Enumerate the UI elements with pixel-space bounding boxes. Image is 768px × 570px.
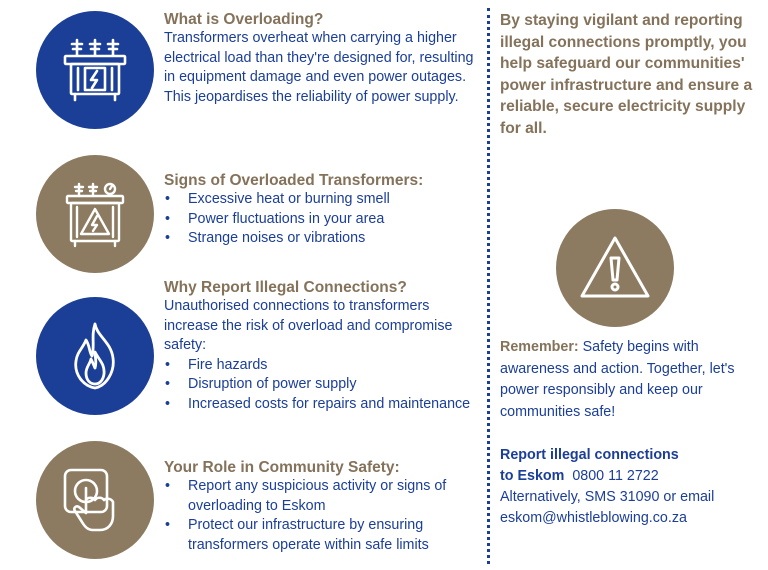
- section-title: What is Overloading?: [164, 11, 324, 28]
- report-heading: Report illegal connections: [500, 447, 679, 463]
- warning-icon-circle: [556, 209, 674, 327]
- list-item: • Disruption of power supply: [164, 375, 482, 395]
- section-signs-of-overload: [164, 171, 482, 249]
- report-email: eskom@whistleblowing.co.za: [500, 510, 687, 526]
- remember-text: Safety begins with awareness and action. Together, let's power responsibly and keep our communities safe!: [500, 339, 735, 420]
- vigilance-quote: By staying vigilant and reporting illegal connections promptly, you help safeguard our communities' power infrastructure and ensure a reliable, secure electricity supply for all.: [500, 12, 753, 137]
- list-item: • Fire hazards: [164, 356, 482, 376]
- list-item: • Excessive heat or burning smell: [164, 190, 482, 210]
- section-why-report: [164, 278, 482, 414]
- list-item: • Protect our infrastructure by ensuring transformers operate within safe limits: [164, 516, 482, 555]
- warning-icon: [575, 228, 655, 308]
- report-heading-eskom: to Eskom: [500, 468, 565, 484]
- overloaded-transformer-icon: [55, 174, 135, 254]
- list-item: • Power fluctuations in your area: [164, 210, 482, 230]
- section-body: Unauthorised connections to transformers increase the risk of overload and compromise safety:: [164, 298, 453, 353]
- signs-list: [164, 190, 482, 249]
- section-body: Transformers overheat when carrying a higher electrical load than they're designed for, resulting in equipment damage and even power outages. This jeopardises the reliability of power supply.: [164, 30, 474, 105]
- remember-note: [500, 337, 762, 423]
- section-title: Signs of Overloaded Transformers:: [164, 172, 424, 189]
- transformer-icon: [55, 30, 135, 110]
- hand-pressing-button-icon: [55, 460, 135, 540]
- section-what-is-overloading: [164, 10, 482, 107]
- fire-icon: [55, 316, 135, 396]
- list-item: • Increased costs for repairs and maintenance: [164, 395, 482, 415]
- section-2-icon-circle: [36, 155, 154, 273]
- section-3-icon-circle: [36, 297, 154, 415]
- list-item: • Report any suspicious activity or signs of overloading to Eskom: [164, 477, 482, 516]
- report-alternative: Alternatively, SMS 31090 or email: [500, 489, 715, 505]
- remember-label: Remember:: [500, 339, 579, 355]
- report-contact: [500, 445, 762, 529]
- report-phone: 0800 11 2722: [572, 468, 659, 484]
- section-title: Why Report Illegal Connections?: [164, 279, 407, 296]
- risks-list: [164, 356, 482, 415]
- column-divider: [487, 8, 490, 564]
- section-1-icon-circle: [36, 11, 154, 129]
- section-4-icon-circle: [36, 441, 154, 559]
- section-your-role: [164, 458, 482, 555]
- role-list: [164, 477, 482, 555]
- section-title: Your Role in Community Safety:: [164, 459, 400, 476]
- list-item: • Strange noises or vibrations: [164, 229, 482, 249]
